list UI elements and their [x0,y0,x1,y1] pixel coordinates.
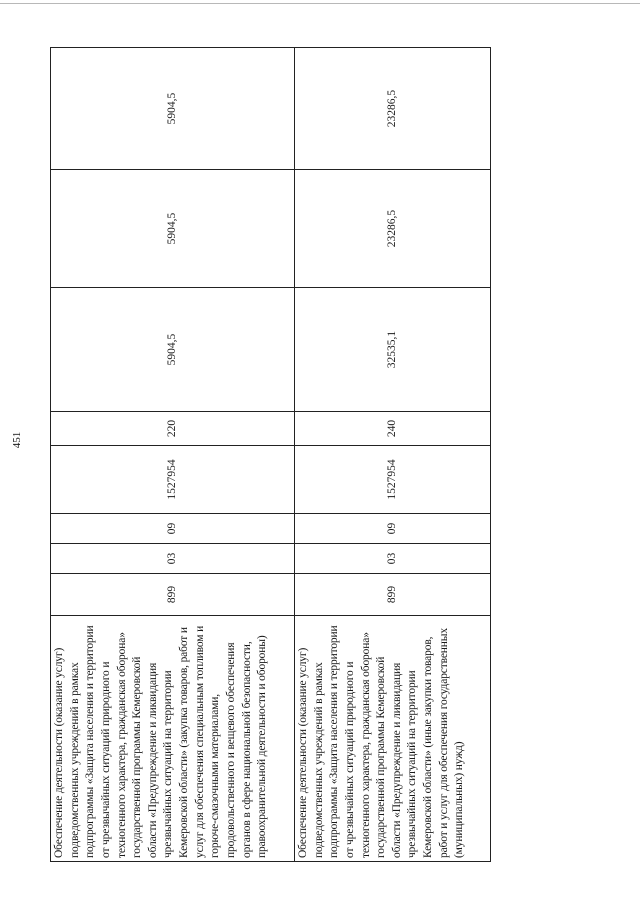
expense-description: Обеспечение деятельности (оказание услуг) подведомственных учреждений в рамках подпрограммы «Защита населения и территории от чрезвычайных ситуаций природного и техногенного характера, гражданская оборона» государственной программы Кемеровской области «Предупреждение и ликвидация чрезвычайных ситуаций на территории Кемеровской области» (закупка товаров, работ и услуг для обеспечения специальным топливом и горюче-смазочными материалами, продовольственного и вещевого обеспечения органов в сфере национальной безопасности, правоохранительной деятельности и обороны) [51,616,295,862]
amount-year-1: 32535,1 [295,288,491,412]
amount-year-3: 23286,5 [295,48,491,170]
amount-year-2: 23286,5 [295,170,491,288]
target-article-code: 1527954 [51,446,295,514]
subsection-code: 09 [51,514,295,544]
expense-description: Обеспечение деятельности (оказание услуг) подведомственных учреждений в рамках подпрограммы «Защита населения и территории от чрезвычайных ситуаций природного и техногенного характера, гражданская оборона» государственной программы Кемеровской области «Предупреждение и ликвидация чрезвычайных ситуаций на территории Кемеровской области» (иные закупки товаров, работ и услуг для обеспечения государственных (муниципальных) нужд) [295,616,491,862]
amount-year-1: 5904,5 [51,288,295,412]
target-article-code: 1527954 [295,446,491,514]
budget-table [50,47,491,862]
expense-type-code: 220 [51,412,295,446]
table-row [51,48,295,862]
table-row [295,48,491,862]
subsection-code: 09 [295,514,491,544]
section-code: 03 [51,544,295,574]
section-code: 03 [295,544,491,574]
top-rule [0,3,640,4]
amount-year-2: 5904,5 [51,170,295,288]
expense-type-code: 240 [295,412,491,446]
amount-year-3: 5904,5 [51,48,295,170]
ministry-code: 899 [295,574,491,616]
ministry-code: 899 [51,574,295,616]
rotated-table-wrapper [50,48,490,862]
page-number: 451 [11,431,23,449]
